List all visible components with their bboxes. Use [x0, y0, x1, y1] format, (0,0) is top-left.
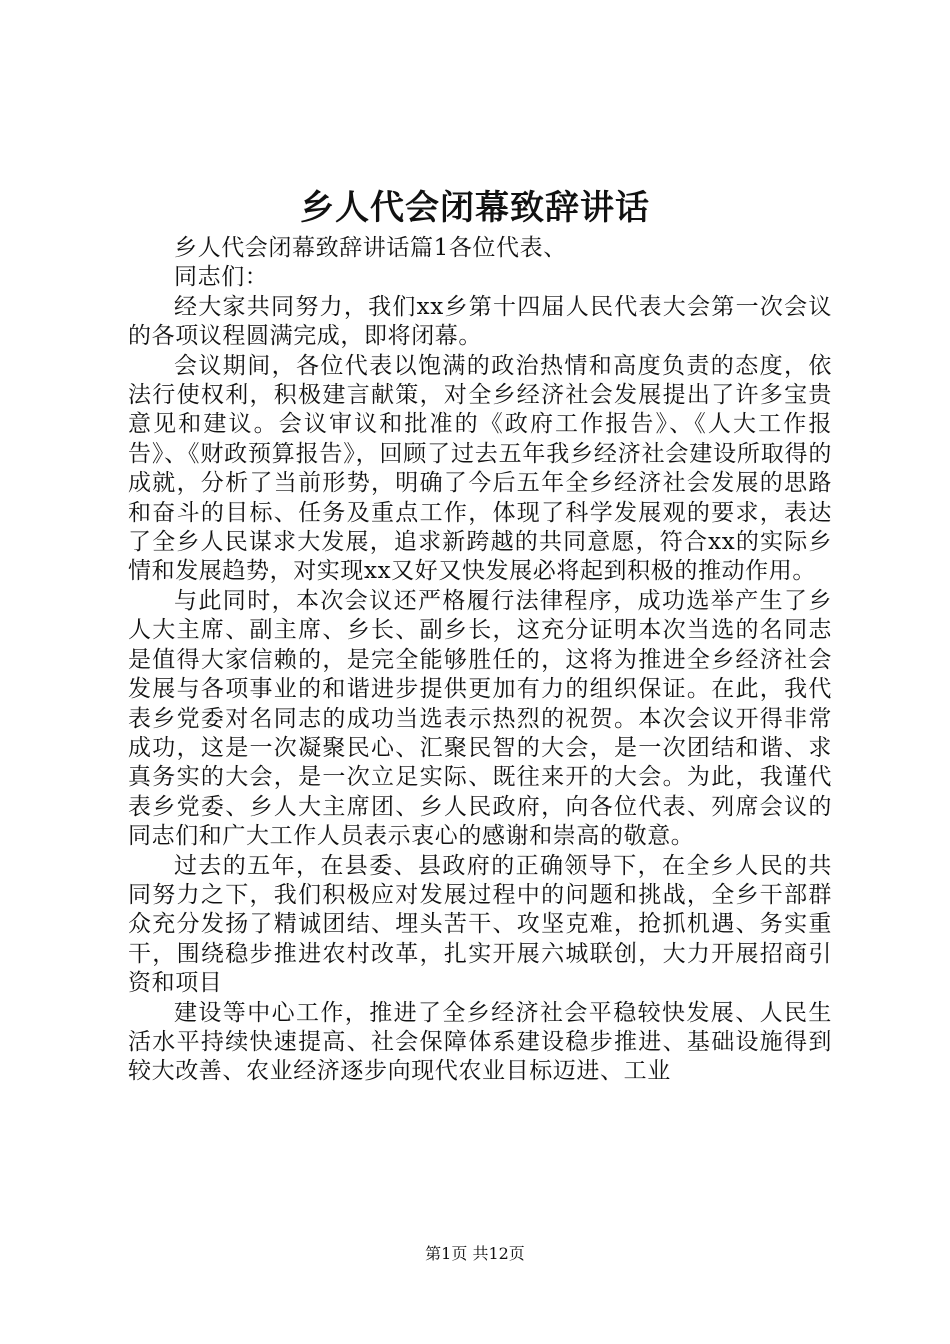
paragraph-5: 建设等中心工作，推进了全乡经济社会平稳较快发展、人民生活水平持续快速提高、社会保障体系建设稳步推进、基础设施得到较大改善、农业经济逐步向现代农业目标迈进、工业 — [128, 999, 832, 1085]
paragraph-4: 过去的五年，在县委、县政府的正确领导下，在全乡人民的共同努力之下，我们积极应对发展过程中的问题和挑战，全乡干部群众充分发扬了精诚团结、埋头苦干、攻坚克难，抢抓机遇、务实重干，围绕稳步推进农村改革，扎实开展六城联创，大力开展招商引资和项目 — [128, 852, 832, 997]
paragraph-1: 经大家共同努力，我们xx乡第十四届人民代表大会第一次会议的各项议程圆满完成，即将闭幕。 — [128, 293, 832, 350]
paragraph-3: 与此同时，本次会议还严格履行法律程序，成功选举产生了乡人大主席、副主席、乡长、副乡长，这充分证明本次当选的名同志是值得大家信赖的，是完全能够胜任的，这将为推进全乡经济社会发展与各项事业的和谐进步提供更加有力的组织保证。在此，我代表乡党委对名同志的成功当选表示热烈的祝贺。本次会议开得非常成功，这是一次凝聚民心、汇聚民智的大会，是一次团结和谐、求真务实的大会，是一次立足实际、既往来开的大会。为此，我谨代表乡党委、乡人大主席团、乡人民政府，向各位代表、列席会议的同志们和广大工作人员表示衷心的感谢和崇高的敬意。 — [128, 587, 832, 850]
page-footer: 第1页 共12页 — [425, 1244, 525, 1263]
paragraph-greeting: 乡人代会闭幕致辞讲话篇1各位代表、 — [174, 235, 567, 261]
document-body — [128, 234, 832, 1087]
paragraph-salutation: 同志们： — [174, 264, 269, 291]
paragraph-2: 会议期间，各位代表以饱满的政治热情和高度负责的态度，依法行使权利，积极建言献策，对全乡经济社会发展提出了许多宝贵意见和建议。会议审议和批准的《政府工作报告》、《人大工作报告》、《财政预算报告》，回顾了过去五年我乡经济社会建设所取得的成就，分析了当前形势，明确了今后五年全乡经济社会发展的思路和奋斗的目标、任务及重点工作，体现了科学发展观的要求，表达了全乡人民谋求大发展，追求新跨越的共同意愿，符合xx的实际乡情和发展趋势，对实现xx又好又快发展必将起到积极的推动作用。 — [128, 352, 832, 585]
document-title: 乡人代会闭幕致辞讲话 — [300, 188, 650, 228]
